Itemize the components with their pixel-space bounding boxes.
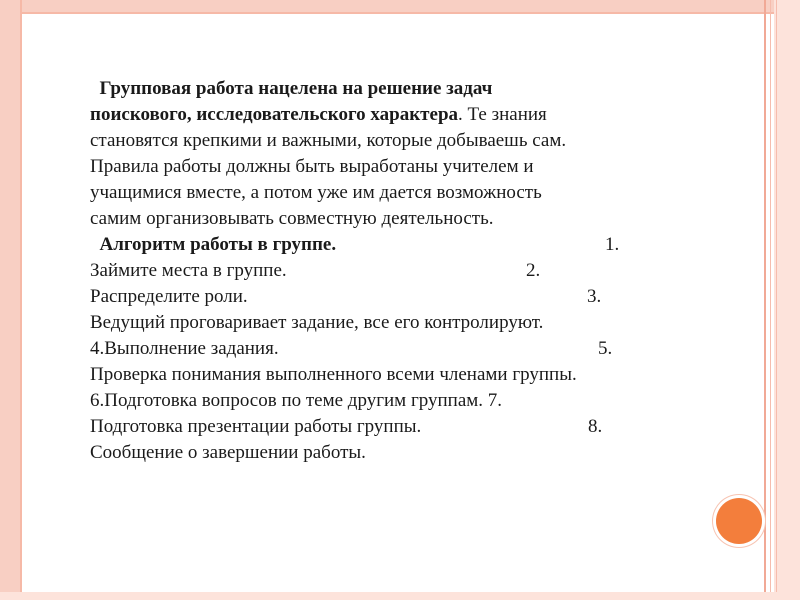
paragraph-line <box>90 102 680 128</box>
algorithm-heading-line <box>90 232 680 258</box>
algorithm-heading: Алгоритм работы в группе. <box>90 234 337 255</box>
left-border-line <box>20 0 22 600</box>
step-text: Займите места в группе. <box>90 260 287 281</box>
bold-text: поискового, исследовательского характера <box>90 104 459 125</box>
algorithm-line <box>90 414 680 440</box>
paragraph-line: становятся крепкими и важными, которые добываешь сам. <box>90 130 567 151</box>
paragraph-line: самим организовывать совместную деятельность. <box>90 208 494 229</box>
right-border <box>774 0 800 600</box>
step-number: 5. <box>598 338 613 359</box>
algorithm-line: Ведущий проговаривает задание, все его контролируют. <box>90 312 544 333</box>
paragraph-line: учащимися вместе, а потом уже им дается возможность <box>90 182 542 203</box>
slide-text-body <box>90 76 680 466</box>
top-border-line <box>0 12 800 14</box>
top-border <box>0 0 800 12</box>
step-number: 8. <box>588 416 603 437</box>
algorithm-line: Проверка понимания выполненного всеми членами группы. <box>90 364 577 385</box>
bottom-border <box>0 592 800 600</box>
text: . Те знания <box>458 104 547 125</box>
step-text: Подготовка презентации работы группы. <box>90 416 422 437</box>
decorative-circle <box>716 498 762 544</box>
algorithm-line: Сообщение о завершении работы. <box>90 442 366 463</box>
right-border-stripe <box>776 0 777 600</box>
step-number: 2. <box>526 260 541 281</box>
step-number: 3. <box>587 286 602 307</box>
right-border-stripe <box>764 0 766 600</box>
algorithm-line: 6.Подготовка вопросов по теме другим группам. 7. <box>90 390 503 411</box>
right-border-stripe <box>770 0 771 600</box>
step-number: 1. <box>605 234 620 255</box>
algorithm-line <box>90 284 680 310</box>
step-text: 4.Выполнение задания. <box>90 338 279 359</box>
step-text: Распределите роли. <box>90 286 248 307</box>
algorithm-line <box>90 336 680 362</box>
paragraph-line: Правила работы должны быть выработаны учителем и <box>90 156 534 177</box>
paragraph-line: Групповая работа нацелена на решение задач <box>90 78 493 99</box>
algorithm-line <box>90 258 680 284</box>
left-border <box>0 0 20 600</box>
